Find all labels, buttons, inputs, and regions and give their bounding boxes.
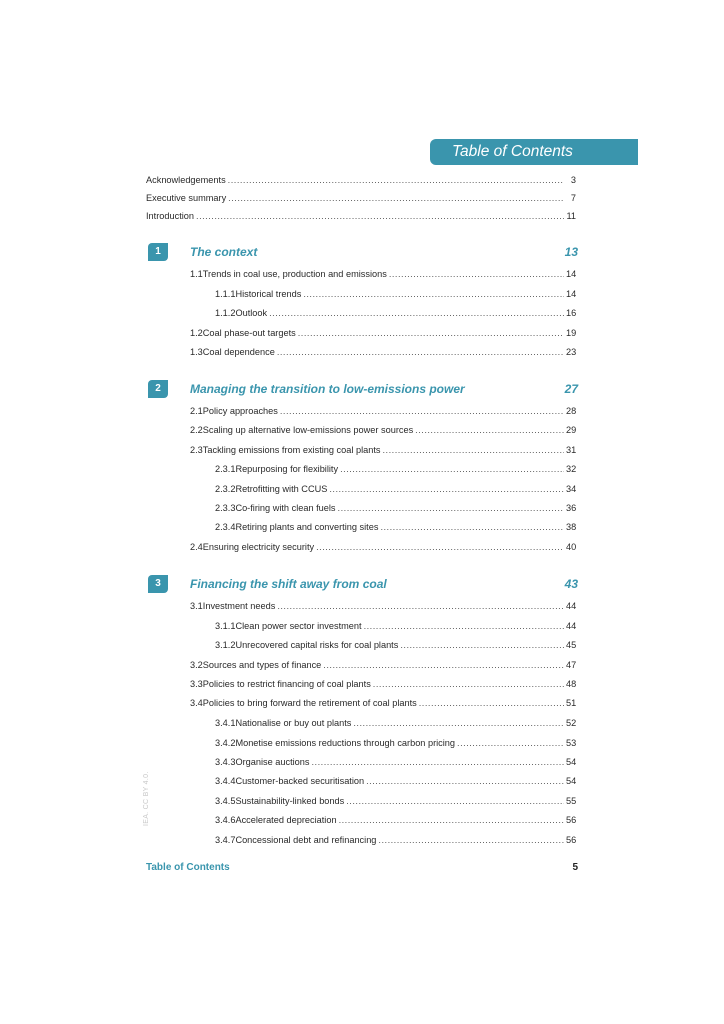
toc-entry[interactable] <box>215 794 576 808</box>
toc-entry[interactable] <box>215 833 576 847</box>
entry-title: Co-firing with clean fuels <box>235 503 336 513</box>
entry-title: Tackling emissions from existing coal plants <box>202 445 381 455</box>
footer-page-number: 5 <box>572 862 578 873</box>
entry-number: 2.2 <box>190 425 203 435</box>
chapter-page: 27 <box>564 382 578 396</box>
chapter-page: 13 <box>564 245 578 259</box>
leader-dots <box>457 736 564 750</box>
entry-title: Policy approaches <box>202 406 278 416</box>
leader-dots <box>298 326 564 340</box>
entry-title: Coal phase-out targets <box>202 328 296 338</box>
entry-title: Clean power sector investment <box>235 621 362 631</box>
chapter-title: Managing the transition to low-emissions power <box>190 382 465 396</box>
toc-entry-acknowledgements[interactable] <box>146 173 576 187</box>
chapter-number-badge: 3 <box>148 575 168 593</box>
toc-entry-introduction[interactable] <box>146 209 576 223</box>
entry-title: Unrecovered capital risks for coal plants <box>235 640 399 650</box>
leader-dots <box>378 833 564 847</box>
entry-title: Introduction <box>146 211 195 221</box>
entry-title: Coal dependence <box>202 347 275 357</box>
entry-title: Sustainability-linked bonds <box>235 796 345 806</box>
entry-title: Concessional debt and refinancing <box>235 835 377 845</box>
entry-number: 1.3 <box>190 347 203 357</box>
toc-entry[interactable] <box>215 306 576 320</box>
leader-dots <box>277 599 564 613</box>
toc-entry[interactable] <box>190 345 576 359</box>
leader-dots <box>277 345 564 359</box>
entry-title: Organise auctions <box>235 757 310 767</box>
entry-number: 2.3.2 <box>215 484 236 494</box>
leader-dots <box>196 209 564 223</box>
entry-page: 44 <box>566 601 577 611</box>
leader-dots <box>269 306 564 320</box>
entry-page: 19 <box>566 328 577 338</box>
entry-title: Policies to bring forward the retirement of coal plants <box>202 698 417 708</box>
entry-number: 3.4.1 <box>215 718 236 728</box>
entry-page: 3 <box>570 175 576 185</box>
entry-title: Ensuring electricity security <box>202 542 315 552</box>
entry-page: 55 <box>566 796 577 806</box>
entry-number: 3.1.2 <box>215 640 236 650</box>
leader-dots <box>389 267 564 281</box>
leader-dots <box>346 794 564 808</box>
toc-banner: Table of Contents <box>430 139 638 165</box>
toc-entry[interactable] <box>190 326 576 340</box>
leader-dots <box>366 774 564 788</box>
leader-dots <box>380 520 564 534</box>
leader-dots <box>323 658 564 672</box>
entry-title: Outlook <box>235 308 268 318</box>
entry-number: 2.3.1 <box>215 464 236 474</box>
leader-dots <box>373 677 564 691</box>
entry-number: 1.2 <box>190 328 203 338</box>
entry-number: 3.4.4 <box>215 776 236 786</box>
leader-dots <box>415 423 564 437</box>
entry-page: 47 <box>566 660 577 670</box>
entry-title: Policies to restrict financing of coal plants <box>202 679 371 689</box>
entry-page: 56 <box>566 835 577 845</box>
toc-entry[interactable] <box>190 696 576 710</box>
entry-number: 1.1.1 <box>215 289 236 299</box>
entry-number: 2.3.4 <box>215 522 236 532</box>
toc-entry[interactable] <box>215 813 576 827</box>
toc-entry[interactable] <box>215 287 576 301</box>
leader-dots <box>329 482 564 496</box>
entry-title: Trends in coal use, production and emissions <box>202 269 387 279</box>
entry-page: 45 <box>566 640 577 650</box>
leader-dots <box>303 287 564 301</box>
entry-page: 36 <box>566 503 577 513</box>
leader-dots <box>353 716 564 730</box>
entry-number: 3.4.5 <box>215 796 236 806</box>
entry-page: 54 <box>566 757 577 767</box>
entry-title: Nationalise or buy out plants <box>235 718 352 728</box>
entry-page: 54 <box>566 776 577 786</box>
entry-title: Executive summary <box>146 193 227 203</box>
entry-title: Monetise emissions reductions through carbon pricing <box>235 738 456 748</box>
entry-title: Scaling up alternative low-emissions power sources <box>202 425 414 435</box>
entry-page: 7 <box>570 193 576 203</box>
entry-page: 38 <box>566 522 577 532</box>
toc-entry[interactable] <box>215 755 576 769</box>
toc-entry-executive-summary[interactable] <box>146 191 576 205</box>
entry-number: 1.1 <box>190 269 203 279</box>
entry-number: 1.1.2 <box>215 308 236 318</box>
toc-entry[interactable] <box>215 501 576 515</box>
chapter-3-heading[interactable] <box>148 574 578 594</box>
chapter-number-badge: 1 <box>148 243 168 261</box>
leader-dots <box>228 173 564 187</box>
entry-title: Retrofitting with CCUS <box>235 484 328 494</box>
leader-dots <box>400 638 564 652</box>
entry-page: 52 <box>566 718 577 728</box>
toc-entry[interactable] <box>215 716 576 730</box>
entry-page: 48 <box>566 679 577 689</box>
entry-number: 3.1 <box>190 601 203 611</box>
leader-dots <box>280 404 564 418</box>
toc-entry[interactable] <box>190 267 576 281</box>
toc-entry[interactable] <box>215 482 576 496</box>
toc-entry[interactable] <box>215 619 576 633</box>
entry-page: 14 <box>566 289 577 299</box>
entry-title: Investment needs <box>202 601 276 611</box>
leader-dots <box>339 813 564 827</box>
entry-number: 3.4 <box>190 698 203 708</box>
entry-title: Acknowledgements <box>146 175 226 185</box>
entry-number: 3.4.7 <box>215 835 236 845</box>
toc-entry[interactable] <box>190 599 576 613</box>
entry-number: 2.3 <box>190 445 203 455</box>
chapter-number-badge: 2 <box>148 380 168 398</box>
entry-page: 53 <box>566 738 577 748</box>
chapter-title: The context <box>190 245 258 259</box>
entry-number: 3.3 <box>190 679 203 689</box>
toc-entry[interactable] <box>215 520 576 534</box>
chapter-2-heading[interactable] <box>148 379 578 399</box>
toc-entry[interactable] <box>190 677 576 691</box>
toc-entry[interactable] <box>215 462 576 476</box>
entry-title: Accelerated depreciation <box>235 815 337 825</box>
entry-title: Customer-backed securitisation <box>235 776 365 786</box>
leader-dots <box>364 619 564 633</box>
chapter-1-heading[interactable] <box>148 242 578 262</box>
entry-number: 3.4.3 <box>215 757 236 767</box>
leader-dots <box>338 501 564 515</box>
toc-entry[interactable] <box>190 658 576 672</box>
entry-page: 31 <box>566 445 577 455</box>
toc-entry[interactable] <box>215 774 576 788</box>
toc-entry[interactable] <box>190 404 576 418</box>
entry-page: 32 <box>566 464 577 474</box>
leader-dots <box>228 191 564 205</box>
license-watermark: IEA. CC BY 4.0. <box>143 771 150 826</box>
leader-dots <box>419 696 564 710</box>
entry-number: 3.2 <box>190 660 203 670</box>
entry-title: Historical trends <box>235 289 302 299</box>
entry-page: 51 <box>566 698 577 708</box>
entry-page: 29 <box>566 425 577 435</box>
entry-page: 11 <box>566 211 576 221</box>
toc-entry[interactable] <box>215 638 576 652</box>
entry-page: 40 <box>566 542 577 552</box>
entry-page: 34 <box>566 484 577 494</box>
entry-page: 14 <box>566 269 577 279</box>
leader-dots <box>316 540 564 554</box>
footer-section-label: Table of Contents <box>146 862 230 873</box>
leader-dots <box>312 755 565 769</box>
leader-dots <box>382 443 564 457</box>
entry-title: Retiring plants and converting sites <box>235 522 379 532</box>
chapter-title: Financing the shift away from coal <box>190 577 387 591</box>
entry-page: 56 <box>566 815 577 825</box>
toc-entry[interactable] <box>190 423 576 437</box>
entry-page: 23 <box>566 347 577 357</box>
entry-page: 44 <box>566 621 577 631</box>
entry-number: 2.3.3 <box>215 503 236 513</box>
toc-entry[interactable] <box>190 443 576 457</box>
entry-number: 3.4.2 <box>215 738 236 748</box>
chapter-page: 43 <box>564 577 578 591</box>
entry-page: 16 <box>566 308 577 318</box>
entry-number: 2.4 <box>190 542 203 552</box>
entry-number: 3.1.1 <box>215 621 236 631</box>
entry-page: 28 <box>566 406 577 416</box>
entry-number: 2.1 <box>190 406 203 416</box>
toc-entry[interactable] <box>190 540 576 554</box>
entry-number: 3.4.6 <box>215 815 236 825</box>
toc-entry[interactable] <box>215 736 576 750</box>
entry-title: Sources and types of finance <box>202 660 322 670</box>
entry-title: Repurposing for flexibility <box>235 464 339 474</box>
leader-dots <box>340 462 564 476</box>
